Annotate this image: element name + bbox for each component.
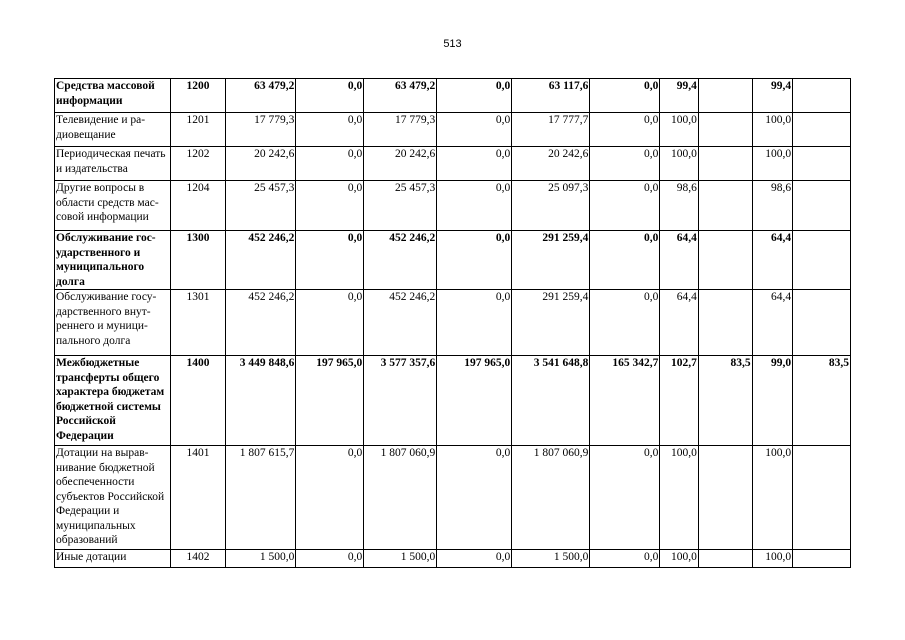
value-cell: 64,4 xyxy=(660,290,699,356)
value-cell: 197 965,0 xyxy=(437,356,512,446)
value-cell: 0,0 xyxy=(296,446,364,550)
value-cell: 0,0 xyxy=(296,79,364,113)
value-cell: 197 965,0 xyxy=(296,356,364,446)
value-cell: 0,0 xyxy=(590,147,660,181)
value-cell: 63 117,6 xyxy=(512,79,590,113)
value-cell: 1 500,0 xyxy=(364,550,437,568)
value-cell: 17 779,3 xyxy=(364,113,437,147)
row-code-cell: 1300 xyxy=(170,231,226,290)
value-cell: 165 342,7 xyxy=(590,356,660,446)
table-row xyxy=(55,550,851,568)
value-cell: 0,0 xyxy=(437,231,512,290)
value-cell xyxy=(698,446,752,550)
value-cell: 0,0 xyxy=(437,79,512,113)
value-cell xyxy=(698,290,752,356)
table-row xyxy=(55,181,851,231)
value-cell: 100,0 xyxy=(660,550,699,568)
value-cell: 0,0 xyxy=(296,181,364,231)
value-cell: 100,0 xyxy=(752,147,793,181)
value-cell: 0,0 xyxy=(590,290,660,356)
value-cell: 64,4 xyxy=(660,231,699,290)
value-cell xyxy=(698,181,752,231)
budget-table xyxy=(54,78,851,568)
value-cell: 100,0 xyxy=(752,113,793,147)
value-cell xyxy=(698,79,752,113)
value-cell: 64,4 xyxy=(752,231,793,290)
value-cell: 452 246,2 xyxy=(364,290,437,356)
value-cell xyxy=(698,231,752,290)
value-cell xyxy=(793,147,851,181)
table-row xyxy=(55,147,851,181)
value-cell: 100,0 xyxy=(660,147,699,181)
value-cell: 0,0 xyxy=(296,147,364,181)
row-code-cell: 1201 xyxy=(170,113,226,147)
value-cell: 20 242,6 xyxy=(364,147,437,181)
value-cell: 17 777,7 xyxy=(512,113,590,147)
value-cell: 20 242,6 xyxy=(226,147,296,181)
value-cell xyxy=(793,550,851,568)
value-cell: 98,6 xyxy=(660,181,699,231)
value-cell: 0,0 xyxy=(437,290,512,356)
row-code-cell: 1204 xyxy=(170,181,226,231)
value-cell: 100,0 xyxy=(660,113,699,147)
value-cell: 3 577 357,6 xyxy=(364,356,437,446)
row-name-cell: Дотации на выравнивание бюджетной обеспеченности субъектов Российской Федерации и муниципальных образований xyxy=(55,446,171,550)
value-cell: 17 779,3 xyxy=(226,113,296,147)
value-cell: 452 246,2 xyxy=(226,231,296,290)
value-cell: 3 449 848,6 xyxy=(226,356,296,446)
value-cell: 98,6 xyxy=(752,181,793,231)
row-code-cell: 1202 xyxy=(170,147,226,181)
row-code-cell: 1401 xyxy=(170,446,226,550)
value-cell: 0,0 xyxy=(590,550,660,568)
row-name-cell: Обслуживание государственного внутреннего и муниципального долга xyxy=(55,290,171,356)
value-cell: 452 246,2 xyxy=(364,231,437,290)
value-cell: 100,0 xyxy=(752,446,793,550)
table-row xyxy=(55,231,851,290)
value-cell xyxy=(698,113,752,147)
value-cell xyxy=(793,113,851,147)
value-cell: 63 479,2 xyxy=(364,79,437,113)
value-cell: 64,4 xyxy=(752,290,793,356)
value-cell xyxy=(698,550,752,568)
value-cell: 0,0 xyxy=(437,550,512,568)
row-name-cell: Иные дотации xyxy=(55,550,171,568)
table-row xyxy=(55,113,851,147)
value-cell: 0,0 xyxy=(590,79,660,113)
row-name-cell: Средства массовой информации xyxy=(55,79,171,113)
value-cell: 0,0 xyxy=(296,231,364,290)
value-cell: 102,7 xyxy=(660,356,699,446)
value-cell: 0,0 xyxy=(437,147,512,181)
value-cell: 0,0 xyxy=(437,446,512,550)
page-number: 513 xyxy=(443,38,462,50)
value-cell: 0,0 xyxy=(590,231,660,290)
value-cell: 99,0 xyxy=(752,356,793,446)
value-cell: 0,0 xyxy=(296,550,364,568)
value-cell: 1 500,0 xyxy=(226,550,296,568)
value-cell: 83,5 xyxy=(698,356,752,446)
value-cell xyxy=(793,446,851,550)
table-row xyxy=(55,290,851,356)
value-cell: 1 807 615,7 xyxy=(226,446,296,550)
value-cell: 25 457,3 xyxy=(226,181,296,231)
value-cell xyxy=(793,231,851,290)
row-code-cell: 1400 xyxy=(170,356,226,446)
value-cell: 3 541 648,8 xyxy=(512,356,590,446)
value-cell: 291 259,4 xyxy=(512,231,590,290)
value-cell: 0,0 xyxy=(437,113,512,147)
value-cell: 100,0 xyxy=(660,446,699,550)
value-cell: 0,0 xyxy=(590,181,660,231)
budget-table-body xyxy=(55,79,851,568)
table-row xyxy=(55,79,851,113)
row-name-cell: Периодическая печать и издательства xyxy=(55,147,171,181)
value-cell: 1 500,0 xyxy=(512,550,590,568)
value-cell: 63 479,2 xyxy=(226,79,296,113)
value-cell: 0,0 xyxy=(590,113,660,147)
value-cell xyxy=(793,79,851,113)
value-cell: 291 259,4 xyxy=(512,290,590,356)
value-cell: 1 807 060,9 xyxy=(512,446,590,550)
value-cell: 1 807 060,9 xyxy=(364,446,437,550)
row-code-cell: 1200 xyxy=(170,79,226,113)
value-cell: 99,4 xyxy=(752,79,793,113)
value-cell: 0,0 xyxy=(437,181,512,231)
row-name-cell: Межбюджетные трансферты общего характера бюджетам бюджетной системы Российской Федерации xyxy=(55,356,171,446)
value-cell: 83,5 xyxy=(793,356,851,446)
value-cell: 0,0 xyxy=(296,290,364,356)
value-cell: 0,0 xyxy=(590,446,660,550)
table-row xyxy=(55,356,851,446)
value-cell: 25 457,3 xyxy=(364,181,437,231)
row-name-cell: Обслуживание государственного и муниципального долга xyxy=(55,231,171,290)
value-cell xyxy=(793,290,851,356)
value-cell: 0,0 xyxy=(296,113,364,147)
row-code-cell: 1402 xyxy=(170,550,226,568)
value-cell: 25 097,3 xyxy=(512,181,590,231)
value-cell: 20 242,6 xyxy=(512,147,590,181)
value-cell xyxy=(698,147,752,181)
table-row xyxy=(55,446,851,550)
value-cell: 452 246,2 xyxy=(226,290,296,356)
value-cell: 100,0 xyxy=(752,550,793,568)
value-cell xyxy=(793,181,851,231)
row-code-cell: 1301 xyxy=(170,290,226,356)
row-name-cell: Другие вопросы в области средств массовой информации xyxy=(55,181,171,231)
row-name-cell: Телевидение и радиовещание xyxy=(55,113,171,147)
value-cell: 99,4 xyxy=(660,79,699,113)
